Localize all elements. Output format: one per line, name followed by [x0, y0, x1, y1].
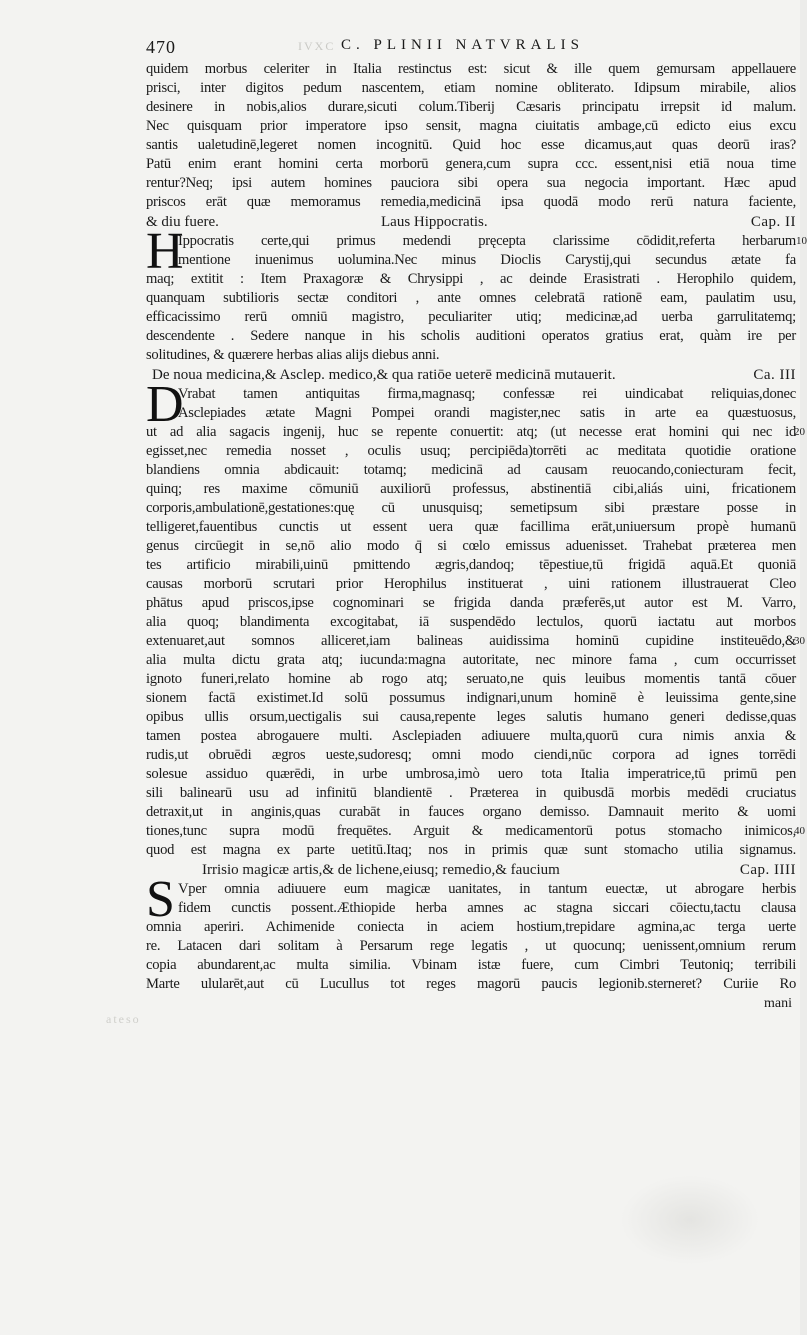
text-line: sionem factā existimet.Id solū possumus indignari,unum hominē è leuissima gente,sine — [146, 690, 796, 706]
paragraph-2 — [146, 223, 807, 365]
text-line: telligeret,fauentibus cunctis ut essent uera quæ facillima erāt,uniuersum propè humanū — [146, 519, 796, 535]
drop-capital: H — [146, 223, 184, 280]
margin-line-number: 30 — [794, 635, 805, 647]
text-line: mentione inuenimus uolumina.Nec minus Dioclis Carystij,qui secundus ætate fa — [178, 252, 796, 268]
text-line: desinere in nobis,alios durare,sicuti colum.Tiberij Cæsaris principatu irrepsit id malum. — [146, 99, 796, 115]
text-line: solesue assiduo quærēdi, in urbe umbrosa,imò uero tota Italia imperatrice,tū primū pen — [146, 766, 796, 782]
text-line: solitudines, & quærere herbas alias alijs diebus anni. — [146, 347, 440, 363]
text-line: re. Latacen dari solitam à Persarum rege legatis , ut quocunq; uenissent,omnium rerum — [146, 938, 796, 954]
text-line: priscos erāt quæ memoramus remedia,medicinā ipsa quodā modo rerū natura faciente, — [146, 194, 796, 210]
text-line: Vrabat tamen antiquitas firma,magnasq; confessæ rei uindicabat reliquias,donec — [178, 386, 796, 402]
text-line: efficacissimo rerū omniū magistro, peculiariter utiq; medicinæ,ad uerba garrulitatemq; — [146, 309, 796, 325]
text-line: prisci, inter digitos pedum nascentem, etiam nomine obliterato. Idipsum mirabile, alios — [146, 80, 796, 96]
chapter-number: Ca. III — [753, 367, 796, 383]
text-line: quinq; res maxime cōmuniū auxiliorū professus, abstinentiā cibi,aliás uini, fricationem — [146, 481, 796, 497]
text-line: Nec quisquam prior imperatore ipso sensit, magna ciuitatis ambage,cū edicto eius excu — [146, 118, 796, 134]
paragraph-1 — [146, 60, 796, 212]
text-line: sili balinearū usu ad infinitū blandientē . Præterea in quibusdā morbis medēdi cruciatus — [146, 785, 796, 801]
text-line: maq; extitit : Item Praxagoræ & Chrysippi , ac deinde Erasistrati . Herophilo quidem, — [146, 271, 796, 287]
text-line: blandiens omnia abdicauit: totamq; medicinā ad causam reuocando,coniecturam fecit, — [146, 462, 796, 478]
chapter-heading-3 — [146, 365, 796, 385]
chapter-number: Cap. II — [750, 214, 796, 230]
text-line: phātus apud priscos,ipse cognominari se frigida danda præferēs,ut autor est M. Varro, — [146, 595, 796, 611]
margin-line-number: 10 — [796, 235, 807, 247]
text-line: causas morborū scrutari prior Herophilus instituerat , uini rationem illustrauerat Cleo — [146, 576, 796, 592]
text-line: opibus ullis orsum,uectigalis sui causa,repente leges salutis humano generi dedisse,quas — [146, 709, 796, 725]
faint-show-through: ateso — [106, 1012, 141, 1026]
text-line: Marte ulularēt,aut cū Lucullus tot reges magorū paucis legionib.sterneret? Curiie Ro — [146, 976, 796, 992]
chapter-heading-2 — [146, 212, 796, 232]
text-line: tamen postea abrogauere multi. Asclepiaden adiuuere multa,quorū cura nimis anxia & — [146, 728, 796, 744]
chapter-title: De noua medicina,& Asclep. medico,& qua ratiōe ueterē medicinā mutauerit. — [152, 367, 616, 383]
paragraph-3 — [146, 376, 805, 860]
paper-stain — [620, 1175, 760, 1265]
paragraph-end: & diu fuere. — [146, 214, 219, 230]
catchword: mani — [764, 996, 792, 1011]
text-line: Ippocratis certe,qui primus medendi pręcepta clarissime cōdidit,referta herbarum — [178, 233, 796, 249]
text-line: detraxit,ut in anginis,quas curabāt in fauces organo demisso. Damnauit merito & uomi — [146, 804, 796, 820]
chapter-heading-4 — [146, 860, 796, 880]
faint-show-through: IVXC — [298, 39, 336, 53]
paragraph-4 — [146, 871, 796, 994]
chapter-title: Laus Hippocratis. — [381, 214, 488, 230]
page-number: 470 — [146, 37, 176, 57]
text-line: Patū enim erant homini certa morborū genera,cum supra ccc. essent,nisi etiā noua time — [146, 156, 796, 172]
drop-capital: S — [146, 871, 175, 928]
text-line: fidem cunctis possent.Æthiopide herba amnes ac stagna siccari cōiectu,tactu clausa — [178, 900, 796, 916]
text-line: rentur?Neq; ipsi autem homines pauciora sibi opera sua negocia important. Hæc apud — [146, 175, 796, 191]
chapter-number: Cap. IIII — [739, 862, 796, 878]
page-body — [106, 60, 807, 1026]
text-line: quanquam subtilioris sectæ conditori , ante omnes celebratā rationē eam, paulatim usu, — [146, 290, 796, 306]
text-line: Vper omnia adiuuere eum magicæ uanitates, in tantum euectæ, ut abrogare herbis — [178, 881, 796, 897]
catchword-line — [106, 994, 796, 1026]
text-line: tiones,tunc supra modū frequētes. Arguit & medicamentorū potus stomacho inimicos, — [146, 823, 796, 839]
text-line: alia quoq; blandimenta excogitabat, iā suspendēdo lectulos, quorū iactatu aut morbos — [146, 614, 796, 630]
text-line: quidem morbus celeriter in Italia restinctus est: sicut & ille quem gemursam appellauere — [146, 61, 796, 77]
running-head — [146, 37, 796, 59]
text-line: santis ualetudinē,legeret nomen incognitū. Quid hoc esse dicamus,aut quas deorū iras? — [146, 137, 796, 153]
chapter-title: Irrisio magicæ artis,& de lichene,eiusq; remedio,& faucium — [202, 862, 560, 878]
text-line: corporis,ambulationē,gestationes:quę cū unusquisq; semetipsum sibi præstare posse in — [146, 500, 796, 516]
running-title: C. PLINII NATVRALIS — [341, 37, 584, 53]
text-line: Asclepiades ætate Magni Pompei orandi magister,nec satis in arte ea quæstuosus, — [178, 405, 796, 421]
text-line: ut ad alia sagacis ingenij, huc se repente conuertit: atq; (ut necesse erat homini qui nec id — [146, 424, 796, 440]
text-line: genus circūegit in se,nō alio modo q̄ si cœlo emissus aduenisset. Trahebat præterea men — [146, 538, 796, 554]
text-line: copia abundarent,ac multa similia. Vbinam istæ fuere, cum Cimbri Teutoniq; terribili — [146, 957, 796, 973]
text-line: alia multa dictu grata atq; iucunda:magna autoritate, nec minore fama , cum occurrisset — [146, 652, 796, 668]
margin-line-number: 20 — [794, 426, 805, 438]
text-line: rudis,ut obruēdi ægros ueste,sudoresq; omni modo ciendi,nūc corpora ad ignes torrēdi — [146, 747, 796, 763]
drop-capital: D — [146, 376, 184, 433]
text-line: quod est magna ex parte uetitū.Itaq; nos in primis quæ sunt stomacho utilia signamus. — [146, 842, 796, 858]
text-line: ignoto funeri,relato homine ab rogo atq; seruato,ne quis leuibus momentis tantā cōuer — [146, 671, 796, 687]
text-line: descendente . Sedere nanque in his scholis auditioni operatos gratius erat, quàm ire per — [146, 328, 796, 344]
text-line: egisset,nec remedia nosset , oculis usuq; percipiēda)torrēti ac meditata quotidie oratione — [146, 443, 796, 459]
margin-line-number: 40 — [794, 825, 805, 837]
text-line: omnia aperiri. Achimenide coniecta in aciem hostium,trepidare agmina,ac terga uerte — [146, 919, 796, 935]
text-line: extenuaret,aut somnos alliceret,iam balineas auidissima hominū cupidine institeuēdo,& — [146, 633, 796, 649]
text-line: tes artificio mirabili,uinū pmittendo ægris,dandoq; tēpestiue,tū frigidā aquā.Et quoniā — [146, 557, 796, 573]
